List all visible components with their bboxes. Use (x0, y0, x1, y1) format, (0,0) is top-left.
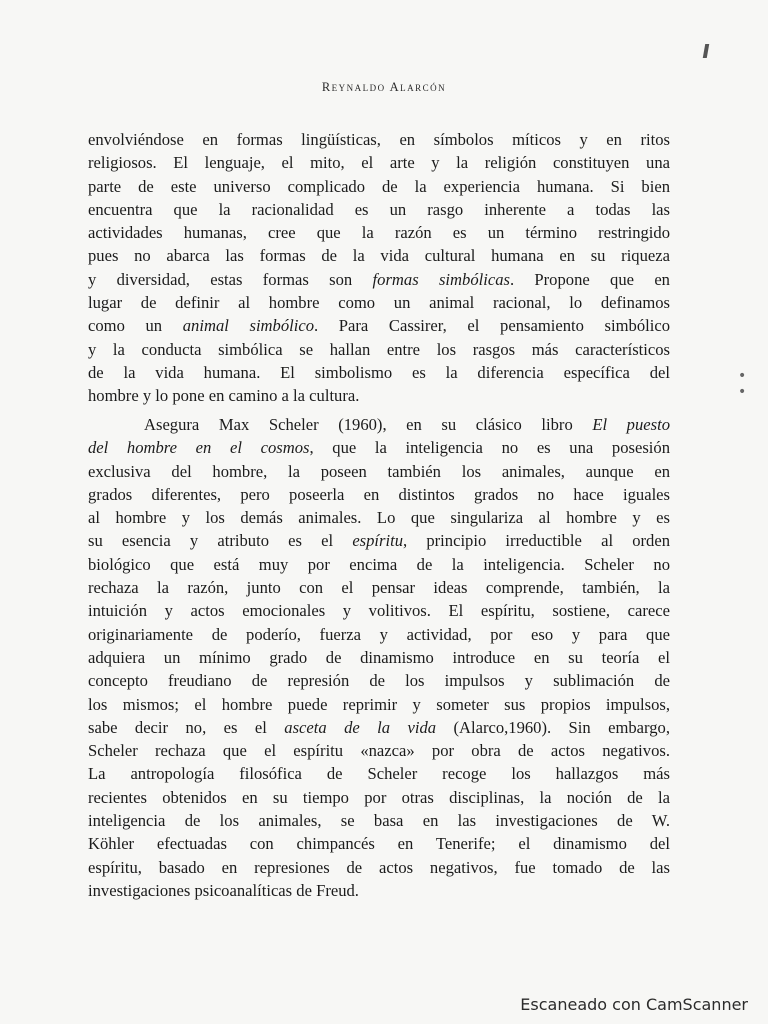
text-line: rechaza la razón, junto con el pensar ideas comprende, también, la (88, 578, 670, 598)
italic-term: El puesto (592, 415, 670, 434)
text-line: de la vida humana. El simbolismo es la diferencia específica del (88, 362, 670, 382)
text-line: sabe decir no, es el asceta de la vida (Alarco,1960). Sin embargo, (88, 717, 671, 737)
scan-specks: • • (738, 368, 753, 400)
text-line: Scheler rechaza que el espíritu «nazca» por obra de actos negativos. (88, 741, 670, 761)
text-line: intuición y actos emocionales y volitivos. El espíritu, sostiene, carece (88, 601, 670, 621)
running-head: Reynaldo Alarcón (321, 80, 447, 94)
text-line: y la conducta simbólica se hallan entre los rasgos más característicos (88, 339, 670, 359)
text-line: hombre y lo pone en camino a la cultura. (88, 386, 360, 406)
italic-term: animal simbólico (182, 316, 315, 336)
text-line: investigaciones psicoanalíticas de Freud. (88, 880, 359, 900)
text-line: grados diferentes, pero poseerla en distintos grados no hace iguales (88, 484, 670, 504)
camscanner-watermark: Escaneado con CamScanner (520, 995, 748, 1014)
italic-term: del hombre en el cosmos (88, 438, 310, 458)
text-line: La antropología filosófica de Scheler recoge los hallazgos más (88, 764, 670, 784)
text-line: biológico que está muy por encima de la inteligencia. Scheler no (88, 554, 670, 574)
paragraph-2 (88, 413, 670, 902)
text-line: encuentra que la racionalidad es un rasgo inherente a todas las (88, 199, 670, 219)
italic-term: asceta de la vida (284, 717, 437, 737)
text-line: Köhler efectuadas con chimpancés en Tenerife; el dinamismo del (88, 834, 670, 854)
text-line: parte de este universo complicado de la experiencia humana. Si bien (88, 176, 670, 196)
text-line: inteligencia de los animales, se basa en las investigaciones de W. (88, 811, 670, 831)
text-line: adquiera un mínimo grado de dinamismo introduce en su teoría el (88, 647, 670, 667)
text-line: al hombre y los demás animales. Lo que singulariza al hombre y es (88, 508, 670, 528)
text-line: del hombre en el cosmos, que la inteligencia no es una posesión (88, 438, 670, 458)
text-line: concepto freudiano de represión de los impulsos y sublimación de (88, 671, 670, 691)
text-line: actividades humanas, cree que la razón es un término restringido (88, 223, 670, 243)
text-line: lugar de definir al hombre como un animal racional, lo definamos (88, 293, 670, 313)
text-line: Asegura Max Scheler (1960), en su clásico libro El puesto (144, 415, 670, 434)
text-line: espíritu, basado en represiones de actos negativos, fue tomado de las (88, 857, 670, 877)
text-line: pues no abarca las formas de la vida cultural humana en su riqueza (88, 246, 670, 266)
text-line: envolviéndose en formas lingüísticas, en símbolos míticos y en ritos (88, 130, 670, 149)
text-line: como un animal simbólico. Para Cassirer, el pensamiento simbólico (88, 316, 670, 336)
scan-mark (703, 44, 709, 58)
text-line: los mismos; el hombre puede reprimir y someter sus propios impulsos, (88, 694, 670, 714)
paragraph-1 (88, 128, 670, 408)
italic-term: formas simbólicas (372, 269, 510, 289)
text-line: religiosos. El lenguaje, el mito, el arte y la religión constituyen una (88, 153, 670, 173)
text-line: recientes obtenidos en su tiempo por otras disciplinas, la noción de la (88, 787, 670, 807)
text-line: exclusiva del hombre, la poseen también los animales, aunque en (88, 461, 670, 481)
text-line: originariamente de poderío, fuerza y actividad, por eso y para que (88, 624, 670, 644)
italic-term: espíritu (352, 531, 404, 551)
text-line: su esencia y atributo es el espíritu, principio irreductible al orden (88, 531, 670, 551)
text-line: y diversidad, estas formas son formas simbólicas. Propone que en (88, 269, 670, 289)
